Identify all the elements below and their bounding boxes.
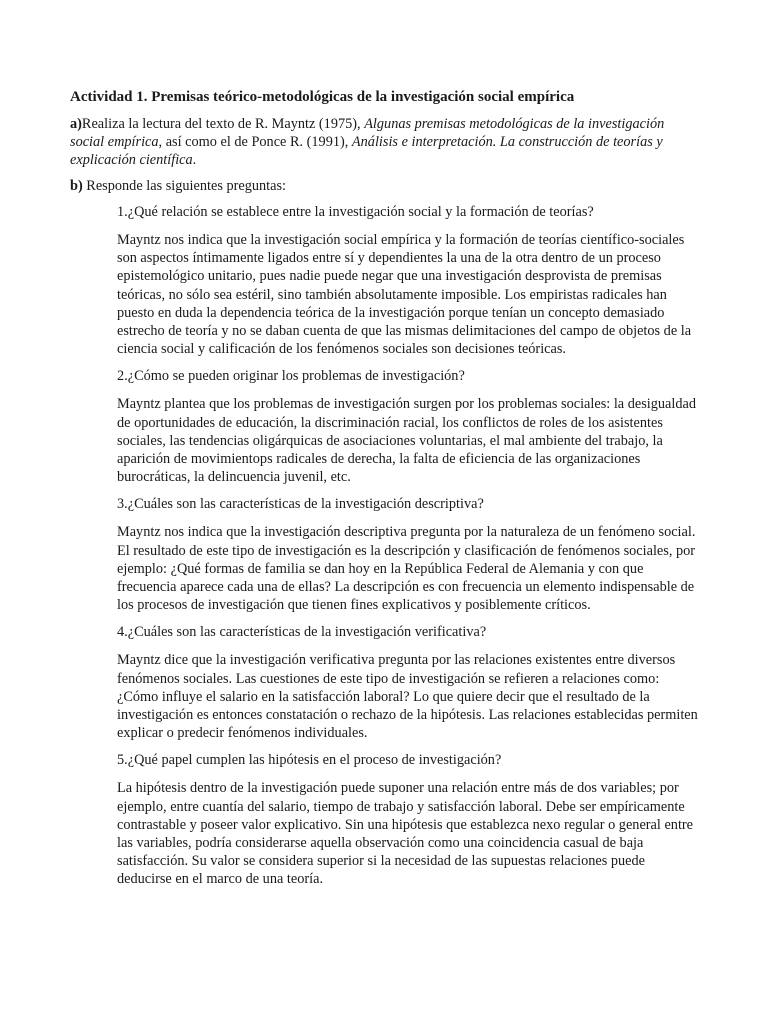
answer-text: La hipótesis dentro de la investigación puede suponer una relación entre más de dos variables; por ejemplo, entre cuantía del salario, tiempo de trabajo y satisfacción laboral. Debe ser empíricamente contrastable y poseer valor explicativo. Sin una hipótesis que establezca nexo regular o general entre las variables, podría considerarse aquella observación como una coincidencia casual de baja satisfacción. Su valor se considera superior si la necesidad de las supuestas relaciones puede deducirse en el marco de una teoría. <box>117 780 694 888</box>
section-a-text-3: . <box>192 152 197 168</box>
section-a-italic-1: Algunas premisas metodológicas de la investigación social empírica <box>70 116 665 150</box>
section-a-text-2: , así como el de Ponce R. (1991), <box>158 134 352 150</box>
question-text: 1.¿Qué relación se establece entre la investigación social y la formación de teorías? <box>117 204 594 220</box>
question-block-5 <box>117 751 699 888</box>
section-a-italic-2: Análisis e interpretación. La construcción de teorías y explicación científica <box>70 134 663 168</box>
question-block-3 <box>117 495 699 614</box>
question-text: 2.¿Cómo se pueden originar los problemas de investigación? <box>117 368 465 385</box>
section-a <box>70 115 698 169</box>
question-text: 4.¿Cuáles son las características de la investigación verificativa? <box>117 624 487 641</box>
question-block-2 <box>117 367 699 486</box>
section-a-text-1: Realiza la lectura del texto de R. Mayntz (1975), <box>81 116 365 132</box>
section-b-text: Responde las siguientes preguntas: <box>82 178 287 194</box>
answer-text: Mayntz dice que la investigación verificativa pregunta por las relaciones existentes entre diversos fenómenos sociales. Las cuestiones de este tipo de investigación se refieren a relaciones como: ¿Cómo influye el salario en la satisfacción laboral? Lo que quiere decir que el resultado de la investigación es entonces constatación o rechazo de la hipótesis. Las relaciones establecidas permiten explicar o predecir fenómenos individuales. <box>117 652 698 742</box>
question-text: 3.¿Cuáles son las características de la investigación descriptiva? <box>117 496 484 513</box>
answer-text: Mayntz nos indica que la investigación social empírica y la formación de teorías científico-sociales son aspectos íntimamente ligados entre sí y dependientes la una de la otra dentro de un proceso epistemológico unitario, pues nadie puede negar que una investigación desprovista de premisas teóricas, no sólo sea estéril, sino también absolutamente imposible. Los empiristas radicales han puesto en duda la dependencia teórica de la investigación porque tenían un concepto demasiado estrecho de teoría y no se daban cuenta de que las mismas delimitaciones del campo de objetos de la ciencia social y calificación de los fenómenos sociales son decisiones teóricas. <box>117 232 692 358</box>
question-block-4 <box>117 623 699 742</box>
question-text: 5.¿Qué papel cumplen las hipótesis en el proceso de investigación? <box>117 752 502 769</box>
section-a-label: a) <box>70 116 82 132</box>
document-title: Actividad 1. Premisas teórico-metodológicas de la investigación social empírica <box>70 89 575 105</box>
section-b-label: b) <box>70 178 83 194</box>
answer-text: Mayntz plantea que los problemas de investigación surgen por los problemas sociales: la desigualdad de oportunidades de educación, la discriminación racial, los conflictos de roles de los asistentes sociales, las tendencias oligárquicas de asociaciones voluntarias, el mal ambiente del trabajo, la aparición de movimientops radicales de derecha, la falta de eficiencia de las organizaciones burocráticas, la delincuencia juvenil, etc. <box>117 396 697 486</box>
answer-text: Mayntz nos indica que la investigación descriptiva pregunta por la naturaleza de un fenómeno social. El resultado de este tipo de investigación es la descripción y clasificación de fenómenos sociales, por ejemplo: ¿Qué formas de familia se dan hoy en la República Federal de Alemania y con que frecuencia aparece cada una de ellas? La descripción es con frecuencia un elemento indispensable de los procesos de investigación que tienen fines explicativos y posiblemente críticos. <box>117 524 696 614</box>
question-list <box>117 203 699 889</box>
question-block-1 <box>117 203 699 358</box>
section-b <box>70 177 698 195</box>
